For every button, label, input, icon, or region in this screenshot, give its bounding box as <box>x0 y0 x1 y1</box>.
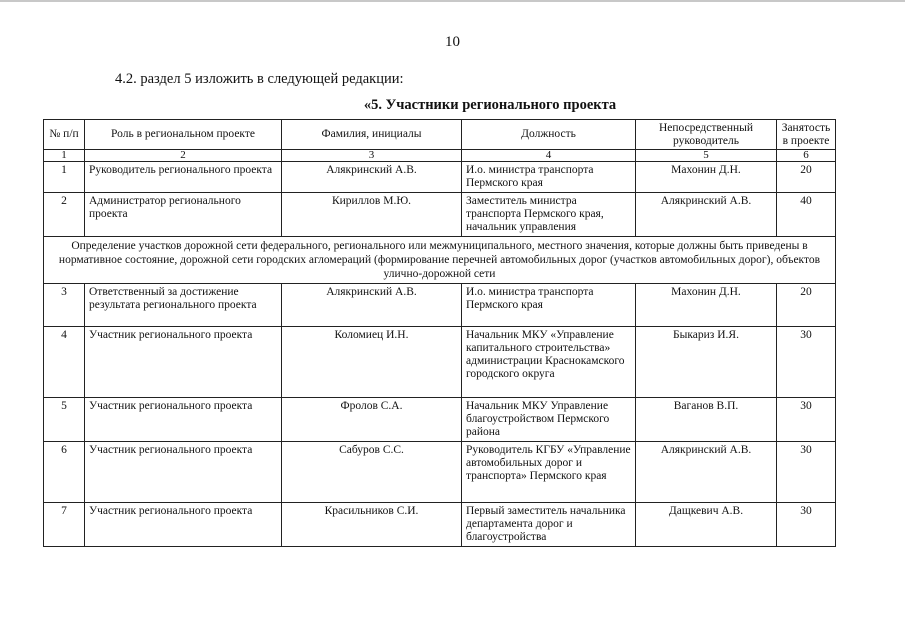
row-supervisor: Алякринский А.В. <box>636 193 777 237</box>
column-number: 2 <box>85 150 282 162</box>
row-load: 30 <box>777 442 836 503</box>
table-row <box>44 193 836 237</box>
section-heading: Определение участков дорожной сети федерального, регионального или межмуниципального, местного значения, которые должны быть приведены в нормативное состояние, дорожной сети городских агломераций (формирование перечней автомобильных дорог (участков автомобильных дорог), объектов улично-дорожной сети <box>44 237 836 284</box>
row-name: Кириллов М.Ю. <box>282 193 462 237</box>
column-number-row <box>44 150 836 162</box>
page-number: 10 <box>445 34 460 50</box>
row-name: Коломиец И.Н. <box>282 327 462 398</box>
row-supervisor: Алякринский А.В. <box>636 442 777 503</box>
participants-table <box>43 119 836 547</box>
row-name: Фролов С.А. <box>282 398 462 442</box>
row-supervisor: Ваганов В.П. <box>636 398 777 442</box>
row-name: Алякринский А.В. <box>282 162 462 193</box>
row-name: Сабуров С.С. <box>282 442 462 503</box>
table-row <box>44 398 836 442</box>
section-title: «5. Участники регионального проекта <box>363 97 617 113</box>
row-number: 6 <box>44 442 85 503</box>
row-position: И.о. министра транспорта Пермского края <box>462 162 636 193</box>
row-name: Красильников С.И. <box>282 503 462 547</box>
row-number: 4 <box>44 327 85 398</box>
row-role: Участник регионального проекта <box>85 503 282 547</box>
table-header-row <box>44 120 836 150</box>
section-heading-row <box>44 237 836 284</box>
row-load: 30 <box>777 327 836 398</box>
column-number: 6 <box>777 150 836 162</box>
row-supervisor: Махонин Д.Н. <box>636 284 777 327</box>
intro-text: 4.2. раздел 5 изложить в следующей редакции: <box>115 71 404 87</box>
row-number: 2 <box>44 193 85 237</box>
row-name: Алякринский А.В. <box>282 284 462 327</box>
row-supervisor: Махонин Д.Н. <box>636 162 777 193</box>
table-row <box>44 162 836 193</box>
row-role: Ответственный за достижение результата регионального проекта <box>85 284 282 327</box>
table-row <box>44 284 836 327</box>
column-number: 5 <box>636 150 777 162</box>
column-number: 3 <box>282 150 462 162</box>
table-row <box>44 327 836 398</box>
row-position: Руководитель КГБУ «Управление автомобильных дорог и транспорта» Пермского края <box>462 442 636 503</box>
row-load: 20 <box>777 284 836 327</box>
column-number: 4 <box>462 150 636 162</box>
row-position: Начальник МКУ Управление благоустройством Пермского района <box>462 398 636 442</box>
row-load: 30 <box>777 503 836 547</box>
row-role: Руководитель регионального проекта <box>85 162 282 193</box>
row-role: Администратор регионального проекта <box>85 193 282 237</box>
row-load: 20 <box>777 162 836 193</box>
header-cell-position: Должность <box>462 120 636 150</box>
row-supervisor: Быкариз И.Я. <box>636 327 777 398</box>
row-number: 5 <box>44 398 85 442</box>
row-position: Первый заместитель начальника департамента дорог и благоустройства <box>462 503 636 547</box>
row-number: 7 <box>44 503 85 547</box>
table-row <box>44 503 836 547</box>
header-cell-supervisor: Непосредственный руководитель <box>636 120 777 150</box>
row-supervisor: Дащкевич А.В. <box>636 503 777 547</box>
row-position: Заместитель министра транспорта Пермского края, начальник управления <box>462 193 636 237</box>
row-load: 40 <box>777 193 836 237</box>
header-cell-load: Занятость в проекте <box>777 120 836 150</box>
header-cell-role: Роль в региональном проекте <box>85 120 282 150</box>
column-number: 1 <box>44 150 85 162</box>
row-role: Участник регионального проекта <box>85 398 282 442</box>
header-cell-name: Фамилия, инициалы <box>282 120 462 150</box>
row-number: 1 <box>44 162 85 193</box>
row-role: Участник регионального проекта <box>85 442 282 503</box>
row-position: Начальник МКУ «Управление капитального строительства» администрации Краснокамского городского округа <box>462 327 636 398</box>
row-load: 30 <box>777 398 836 442</box>
row-number: 3 <box>44 284 85 327</box>
header-cell-number: № п/п <box>44 120 85 150</box>
row-role: Участник регионального проекта <box>85 327 282 398</box>
row-position: И.о. министра транспорта Пермского края <box>462 284 636 327</box>
table-row <box>44 442 836 503</box>
page-top-edge <box>0 0 905 2</box>
